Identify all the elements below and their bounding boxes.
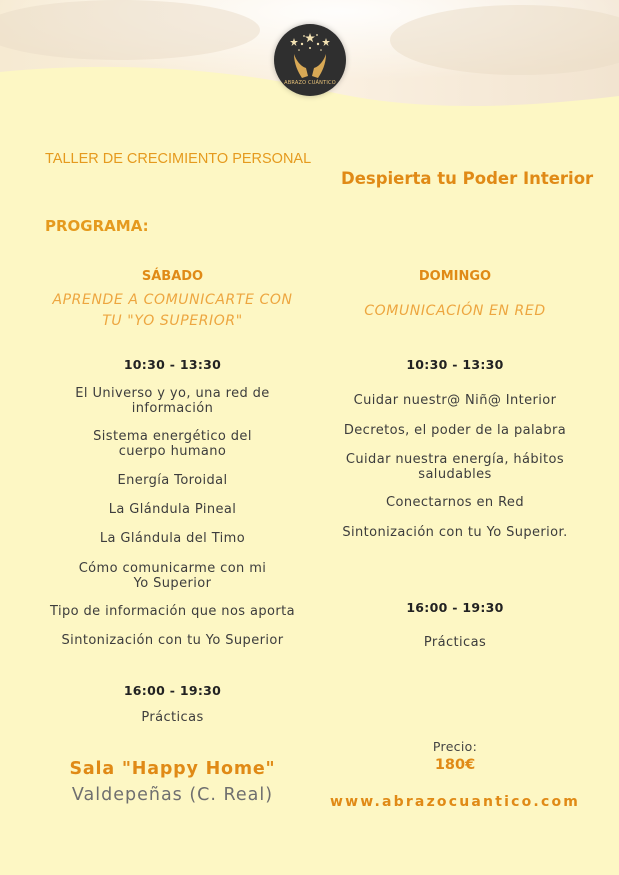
item-line: Cómo comunicarme con mi [78, 561, 267, 576]
saturday-item [35, 532, 310, 547]
saturday-item [35, 605, 310, 620]
saturday-item [35, 503, 310, 518]
saturday-item [35, 634, 310, 649]
venue-name [35, 759, 310, 779]
price-value [320, 754, 590, 773]
item-line: Conectarnos en Red [386, 495, 524, 510]
saturday-item [35, 430, 310, 459]
time-label: 10:30 - 13:30 [123, 357, 222, 372]
item-line: Yo Superior [133, 575, 212, 591]
price-label-text: Precio: [432, 739, 478, 754]
venue-label: Sala "Happy Home" [69, 759, 276, 779]
sunday-afternoon-item [320, 636, 590, 651]
saturday-afternoon-time [35, 680, 310, 699]
theme-line-1: COMUNICACIÓN EN RED [364, 303, 546, 319]
workshop-subtitle: Despierta tu Poder Interior [341, 169, 594, 188]
theme-line-1: APRENDE A COMUNICARTE CON [52, 292, 293, 308]
sunday-item [320, 424, 590, 439]
sunday-item [320, 453, 590, 482]
sunday-theme [320, 301, 590, 322]
program-label: PROGRAMA: [45, 217, 149, 235]
time-label: 16:00 - 19:30 [406, 600, 504, 615]
item-line: Sistema energético del [93, 429, 252, 444]
logo [274, 24, 346, 96]
sunday-item [320, 394, 590, 409]
website[interactable] [320, 791, 590, 810]
saturday-theme [35, 290, 310, 332]
sunday-day [320, 265, 590, 284]
time-label: 10:30 - 13:30 [406, 357, 504, 372]
item-line: Decretos, el poder de la palabra [343, 423, 567, 438]
price-label [320, 736, 590, 755]
price-value-text: 180€ [434, 757, 476, 773]
item-line: El Universo y yo, una red de [75, 386, 270, 401]
sunday-morning-time [320, 354, 590, 373]
saturday-item [35, 562, 310, 591]
saturday-afternoon-item [35, 711, 310, 726]
time-label: 16:00 - 19:30 [123, 683, 222, 698]
item-line: La Glándula del Timo [99, 531, 246, 546]
saturday-morning-time [35, 354, 310, 373]
item-line: Prácticas [141, 710, 204, 725]
saturday-day [35, 265, 310, 284]
workshop-title: TALLER DE CRECIMIENTO PERSONAL [45, 151, 312, 167]
logo-text: ABRAZO CUÁNTICO [284, 80, 336, 86]
item-line: Sintonización con tu Yo Superior. [342, 525, 568, 540]
city-label: Valdepeñas (C. Real) [71, 785, 274, 805]
day-label: DOMINGO [418, 269, 492, 284]
item-line: Energía Toroidal [117, 473, 228, 488]
sunday-afternoon-time [320, 597, 590, 616]
item-line: Sintonización con tu Yo Superior [61, 633, 284, 648]
venue-city [35, 785, 310, 805]
item-line: Prácticas [423, 635, 487, 650]
item-line: saludables [418, 466, 492, 482]
item-line: información [131, 400, 214, 416]
saturday-item [35, 387, 310, 416]
sunday-item [320, 496, 590, 511]
theme-line-2: TU "YO SUPERIOR" [102, 313, 243, 329]
item-line: Tipo de información que nos aporta [50, 604, 295, 619]
day-label: SÁBADO [141, 269, 204, 284]
item-line: Cuidar nuestr@ Niñ@ Interior [353, 393, 557, 408]
item-line: Cuidar nuestra energía, hábitos [345, 452, 565, 467]
item-line: La Glándula Pineal [108, 502, 237, 517]
website-link[interactable]: www.abrazocuantico.com [329, 794, 581, 810]
sunday-item [320, 526, 590, 541]
saturday-item [35, 474, 310, 489]
item-line: cuerpo humano [118, 443, 227, 459]
